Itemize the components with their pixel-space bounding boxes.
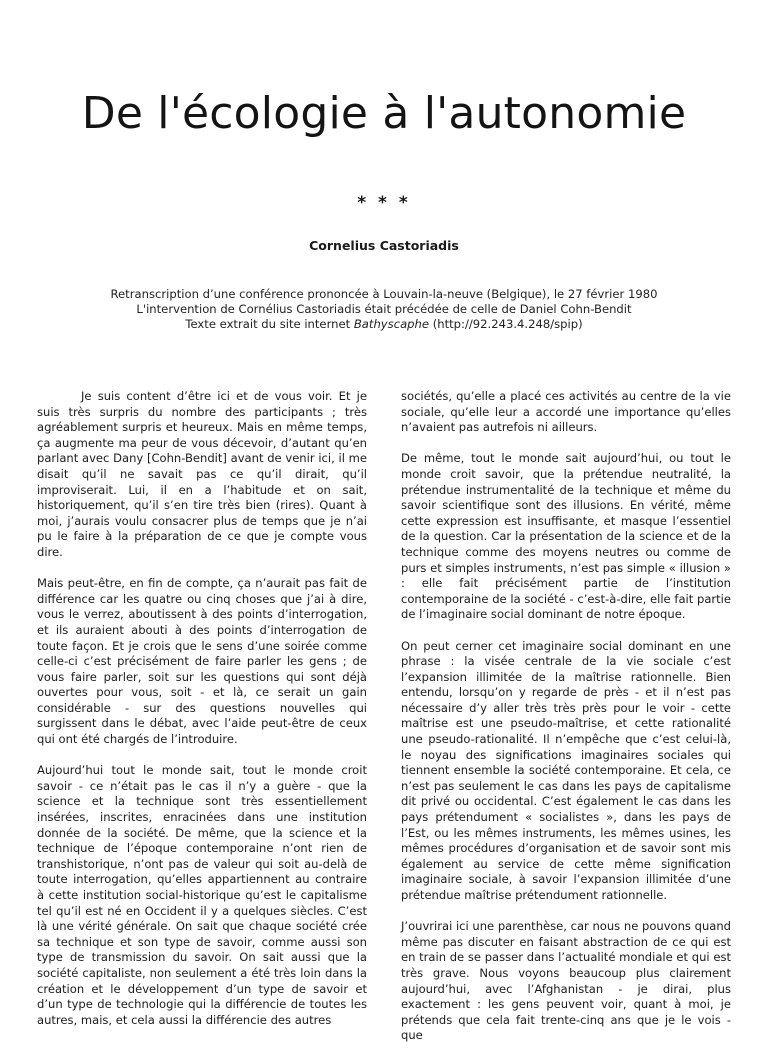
- intro-line-3: [60, 317, 708, 332]
- document-title: De l'écologie à l'autonomie: [81, 88, 687, 139]
- intro-line-3-prefix: Texte extrait du site internet: [185, 317, 354, 331]
- intro-line-1: Retranscription d’une conférence prononcée à Louvain-la-neuve (Belgique), le 27 février 1980: [110, 287, 658, 301]
- paragraph: Je suis content d’être ici et de vous voir. Et je suis très surpris du nombre des participants ; très agréablement surpris et heureux. Mais en même temps, ça augmente ma peur de vous décevoir, d’autant qu’en parlant avec Dany [Cohn-Bendit] avant de venir ici, il me disait qu’il ne savait pas ce qu’il dirait, qu’il improviserait. Lui, il en a l’habitude et on sait, historiquement, qu’il s’en tire très bien (rires). Quant à moi, j’aurais voulu consacrer plus de temps que je n’ai pu le faire à la préparation de ce que je compte vous dire.: [37, 389, 367, 559]
- paragraph: On peut cerner cet imaginaire social dominant en une phrase : la visée centrale de la vie sociale c’est l’expansion illimitée de la maîtrise rationnelle. Bien entendu, lorsqu’on y regarde de près - et il n’est pas nécessaire d’y aller très très près pour le voir - cette maîtrise est une pseudo-maîtrise, et cette rationalité une pseudo-rationalité. Il n’empêche que c’est celui-là, le noyau des significations imaginaires sociales qui tiennent ensemble la société contemporaine. Et cela, ce n’est pas seulement le cas dans les pays de capitalisme dit privé ou occidental. C’est également le cas dans les pays prétendument « socialistes », dans les pays de l’Est, ou les mêmes instruments, les mêmes usines, les mêmes procédures d’organisation et de savoir sont mis également au service de cette même signification imaginaire sociale, à savoir l’expansion illimitée d’une prétendue maîtrise prétendument rationnelle.: [401, 638, 731, 902]
- left-column: [37, 389, 367, 1044]
- paragraph: De même, tout le monde sait aujourd’hui, ou tout le monde croit savoir, que la prétendue neutralité, la prétendue instrumentalité de la technique et même du savoir scientifique sont des illusions. En vérité, même cette expression est insuffisante, et masque l’essentiel de la question. Car la présentation de la science et de la technique comme des moyens neutres ou comme de purs et simples instruments, n’est pas simple « illusion » : elle fait précisément partie de l’institution contemporaine de la société - c’est-à-dire, elle fait partie de l’imaginaire social dominant de notre époque.: [401, 451, 731, 622]
- intro-line-2: L'intervention de Cornélius Castoriadis était précédée de celle de Daniel Cohn-Bendit: [136, 302, 632, 316]
- right-column: [401, 389, 731, 1060]
- paragraph: Mais peut-être, en fin de compte, ça n’aurait pas fait de différence car les quatre ou cinq choses que j’ai à dire, vous le verrez, aboutissent à des points d’interrogation, et ils auraient abouti à des points d’interrogation de toute façon. Et je crois que le sens d’une soirée comme celle-ci c’est précisément de faire parler les gens ; de vous faire parler, soit sur les questions qui sont déjà ouvertes pour vous, soit - et là, ce serait un gain considérable - sur des questions nouvelles qui surgissent dans le débat, avec l’aide peut-être de ceux qui ont été chargés de l’introduire.: [37, 576, 367, 747]
- paragraph: J’ouvrirai ici une parenthèse, car nous ne pouvons quand même pas discuter en faisant abstraction de ce qui est en train de se passer dans l’actualité mondiale et qui est très grave. Nous voyons beaucoup plus clairement aujourd’hui, avec l’Afghanistan - je dirai, plus exactement : les gens peuvent voir, quant à moi, je prétends que cela fait trente-cinq ans que je le vois - que: [401, 919, 731, 1043]
- paragraph: sociétés, qu’elle a placé ces activités au centre de la vie sociale, qu’elle leur a accordé une importance qu’elles n’avaient pas autrefois ni ailleurs.: [401, 389, 731, 435]
- author-name: Cornelius Castoriadis: [309, 238, 459, 253]
- site-url: (http://92.243.4.248/spip): [429, 317, 583, 331]
- section-separator: * * *: [357, 193, 411, 213]
- intro-block: [60, 287, 708, 332]
- paragraph: Aujourd’hui tout le monde sait, tout le monde croit savoir - ce n’était pas le cas il n’y a guère - que la science et la technique sont très essentiellement insérées, inscrites, enracinées dans une institution donnée de la société. De même, que la science et la technique de l’époque contemporaine n’ont rien de transhistorique, n’ont pas de valeur qui soit au-delà de toute interrogation, qu’elles appartiennent au contraire à cette institution social-historique qu’est le capitalisme tel qu’il est né en Occident il y a quelques siècles. C’est là une vérité générale. On sait que chaque société crée sa technique et son type de savoir, comme aussi son type de transmission du savoir. On sait aussi que la société capitaliste, non seulement a été très loin dans la création et le développement d’un type de savoir et d’un type de technologie qui la différencie de toutes les autres, mais, et cela aussi la différencie des autres: [37, 763, 367, 1027]
- site-name: Bathyscaphe: [353, 317, 430, 331]
